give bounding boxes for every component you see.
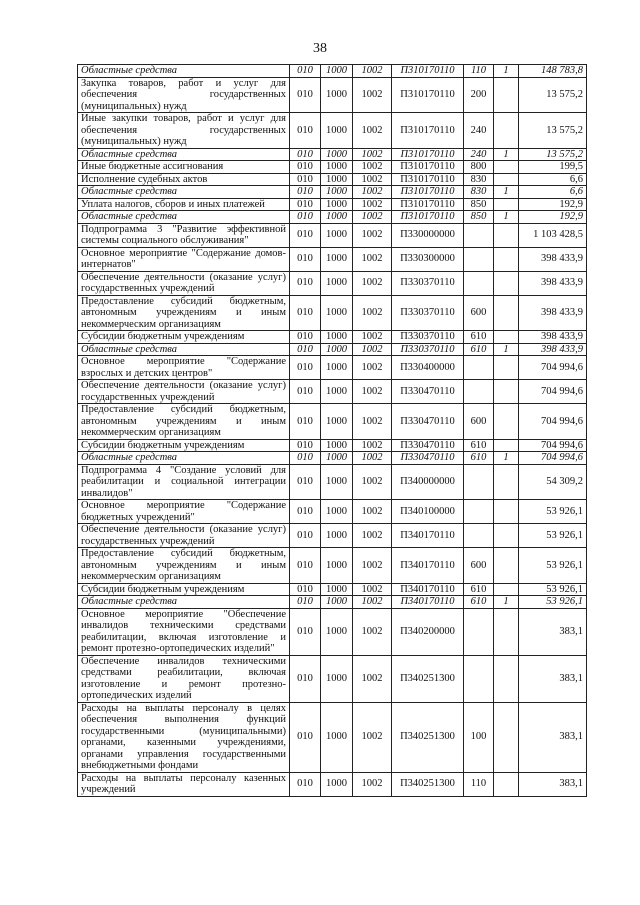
row-name: Уплата налогов, сборов и иных платежей: [78, 198, 290, 211]
row-code-target: П330470110: [392, 404, 464, 440]
row-code-funding: [494, 198, 519, 211]
row-code-funding: 1: [494, 65, 519, 78]
row-code-funding: [494, 524, 519, 548]
row-name: Основное мероприятие "Содержание взрослых и детских центров": [78, 356, 290, 380]
row-code-target: П330300000: [392, 247, 464, 271]
row-code-funding: [494, 295, 519, 331]
row-amount: 704 994,6: [519, 404, 587, 440]
budget-table: [77, 64, 587, 797]
row-code-target: П330470110: [392, 439, 464, 452]
page-number: 38: [313, 41, 327, 56]
row-code-expense-type: 830: [464, 186, 494, 199]
table-row: [78, 548, 587, 584]
row-code-expense-type: [464, 500, 494, 524]
row-name: Областные средства: [78, 211, 290, 224]
row-code-target: П340200000: [392, 608, 464, 655]
row-code-expense-type: 610: [464, 583, 494, 596]
table-row: [78, 343, 587, 356]
row-name: Обеспечение деятельности (оказание услуг) государственных учреждений: [78, 271, 290, 295]
row-amount: 398 433,9: [519, 271, 587, 295]
row-code-admin: 010: [290, 161, 321, 174]
row-code-admin: 010: [290, 464, 321, 500]
row-code-subsection: 1002: [353, 583, 392, 596]
row-code-expense-type: 240: [464, 148, 494, 161]
row-code-funding: [494, 655, 519, 702]
row-amount: 398 433,9: [519, 295, 587, 331]
row-code-target: П340170110: [392, 548, 464, 584]
row-code-section: 1000: [321, 186, 353, 199]
row-code-funding: [494, 583, 519, 596]
table-row: [78, 583, 587, 596]
row-code-expense-type: 600: [464, 295, 494, 331]
row-code-admin: 010: [290, 702, 321, 772]
row-code-expense-type: 110: [464, 65, 494, 78]
row-name: Областные средства: [78, 148, 290, 161]
table-row: [78, 500, 587, 524]
row-code-target: П330000000: [392, 223, 464, 247]
row-code-admin: 010: [290, 404, 321, 440]
row-amount: 148 783,8: [519, 65, 587, 78]
row-code-section: 1000: [321, 77, 353, 113]
row-code-funding: 1: [494, 596, 519, 609]
row-code-target: П310170110: [392, 77, 464, 113]
table-row: [78, 65, 587, 78]
row-code-expense-type: 600: [464, 404, 494, 440]
row-code-admin: 010: [290, 772, 321, 796]
row-code-section: 1000: [321, 439, 353, 452]
row-code-expense-type: 610: [464, 331, 494, 344]
row-code-section: 1000: [321, 524, 353, 548]
row-code-admin: 010: [290, 608, 321, 655]
row-amount: 398 433,9: [519, 247, 587, 271]
row-amount: 13 575,2: [519, 77, 587, 113]
row-amount: 54 309,2: [519, 464, 587, 500]
row-code-target: П310170110: [392, 65, 464, 78]
table-row: [78, 331, 587, 344]
row-amount: 53 926,1: [519, 548, 587, 584]
row-code-admin: 010: [290, 173, 321, 186]
row-code-expense-type: 610: [464, 343, 494, 356]
row-code-expense-type: 800: [464, 161, 494, 174]
table-row: [78, 596, 587, 609]
row-code-expense-type: 610: [464, 439, 494, 452]
row-code-funding: [494, 161, 519, 174]
table-row: [78, 186, 587, 199]
row-code-funding: 1: [494, 148, 519, 161]
row-code-funding: [494, 772, 519, 796]
row-code-subsection: 1002: [353, 65, 392, 78]
row-code-subsection: 1002: [353, 380, 392, 404]
row-code-expense-type: [464, 608, 494, 655]
row-code-subsection: 1002: [353, 295, 392, 331]
row-code-funding: [494, 173, 519, 186]
row-code-target: П310170110: [392, 148, 464, 161]
table-row: [78, 271, 587, 295]
row-code-admin: 010: [290, 186, 321, 199]
row-code-admin: 010: [290, 548, 321, 584]
row-code-section: 1000: [321, 161, 353, 174]
row-code-subsection: 1002: [353, 608, 392, 655]
row-code-section: 1000: [321, 548, 353, 584]
row-code-subsection: 1002: [353, 404, 392, 440]
row-name: Закупка товаров, работ и услуг для обеспечения государственных (муниципальных) нужд: [78, 77, 290, 113]
row-code-section: 1000: [321, 271, 353, 295]
row-amount: 6,6: [519, 173, 587, 186]
row-code-admin: 010: [290, 500, 321, 524]
table-row: [78, 161, 587, 174]
row-name: Основное мероприятие "Содержание бюджетных учреждений": [78, 500, 290, 524]
row-amount: 704 994,6: [519, 356, 587, 380]
row-name: Областные средства: [78, 186, 290, 199]
row-code-admin: 010: [290, 295, 321, 331]
row-code-target: П310170110: [392, 186, 464, 199]
row-code-target: П340170110: [392, 583, 464, 596]
row-code-funding: [494, 464, 519, 500]
table-row: [78, 452, 587, 465]
row-code-subsection: 1002: [353, 524, 392, 548]
row-code-section: 1000: [321, 452, 353, 465]
row-code-section: 1000: [321, 295, 353, 331]
row-code-subsection: 1002: [353, 223, 392, 247]
row-code-expense-type: 100: [464, 702, 494, 772]
row-amount: 383,1: [519, 608, 587, 655]
row-code-target: П310170110: [392, 211, 464, 224]
table-row: [78, 223, 587, 247]
row-code-target: П340170110: [392, 524, 464, 548]
row-code-section: 1000: [321, 343, 353, 356]
row-amount: 192,9: [519, 211, 587, 224]
row-code-subsection: 1002: [353, 655, 392, 702]
table-row: [78, 772, 587, 796]
row-name: Иные бюджетные ассигнования: [78, 161, 290, 174]
row-amount: 1 103 428,5: [519, 223, 587, 247]
row-code-section: 1000: [321, 380, 353, 404]
row-code-subsection: 1002: [353, 148, 392, 161]
table-row: [78, 198, 587, 211]
row-code-funding: [494, 113, 519, 149]
row-code-section: 1000: [321, 331, 353, 344]
row-name: Предоставление субсидий бюджетным, автономным учреждениям и иным некоммерческим организациям: [78, 548, 290, 584]
row-name: Иные закупки товаров, работ и услуг для обеспечения государственных (муниципальных) нужд: [78, 113, 290, 149]
row-code-expense-type: 200: [464, 77, 494, 113]
row-code-section: 1000: [321, 655, 353, 702]
row-code-subsection: 1002: [353, 452, 392, 465]
row-name: Предоставление субсидий бюджетным, автономным учреждениям и иным некоммерческим организациям: [78, 295, 290, 331]
row-code-admin: 010: [290, 211, 321, 224]
row-code-target: П310170110: [392, 198, 464, 211]
row-amount: 704 994,6: [519, 452, 587, 465]
row-code-target: П330370110: [392, 331, 464, 344]
row-amount: 383,1: [519, 702, 587, 772]
row-code-target: П330370110: [392, 295, 464, 331]
row-amount: 6,6: [519, 186, 587, 199]
row-amount: 199,5: [519, 161, 587, 174]
row-name: Подпрограмма 4 "Создание условий для реабилитации и социальной интеграции инвалидов": [78, 464, 290, 500]
row-amount: 53 926,1: [519, 583, 587, 596]
row-name: Обеспечение деятельности (оказание услуг) государственных учреждений: [78, 380, 290, 404]
row-code-funding: [494, 439, 519, 452]
row-name: Обеспечение инвалидов техническими средствами реабилитации, включая изготовление и ремонт протезно-ортопедических изделий: [78, 655, 290, 702]
row-code-funding: [494, 500, 519, 524]
row-code-admin: 010: [290, 148, 321, 161]
row-code-expense-type: [464, 223, 494, 247]
row-code-target: П340251300: [392, 702, 464, 772]
row-code-admin: 010: [290, 65, 321, 78]
row-code-section: 1000: [321, 247, 353, 271]
row-code-section: 1000: [321, 702, 353, 772]
row-code-admin: 010: [290, 583, 321, 596]
row-code-admin: 010: [290, 331, 321, 344]
row-name: Расходы на выплаты персоналу в целях обеспечения выполнения функций государственными (муниципальными) органами, казенными учреждениями, органами управления государственными внебюджетными фондами: [78, 702, 290, 772]
row-code-expense-type: [464, 655, 494, 702]
row-code-expense-type: 850: [464, 211, 494, 224]
table-body: [78, 65, 587, 797]
table-row: [78, 524, 587, 548]
row-code-subsection: 1002: [353, 173, 392, 186]
row-code-target: П340251300: [392, 772, 464, 796]
table-row: [78, 404, 587, 440]
row-code-subsection: 1002: [353, 772, 392, 796]
row-name: Областные средства: [78, 596, 290, 609]
table-row: [78, 247, 587, 271]
row-code-admin: 010: [290, 380, 321, 404]
row-code-section: 1000: [321, 198, 353, 211]
row-code-target: П340000000: [392, 464, 464, 500]
row-name: Субсидии бюджетным учреждениям: [78, 583, 290, 596]
row-code-funding: 1: [494, 452, 519, 465]
table-row: [78, 77, 587, 113]
row-code-section: 1000: [321, 148, 353, 161]
row-code-expense-type: 610: [464, 596, 494, 609]
row-name: Основное мероприятие "Обеспечение инвалидов техническими средствами реабилитации, включая изготовление и ремонт протезно-ортопедических изделий": [78, 608, 290, 655]
row-amount: 13 575,2: [519, 113, 587, 149]
row-code-expense-type: 240: [464, 113, 494, 149]
row-amount: 383,1: [519, 772, 587, 796]
table-row: [78, 702, 587, 772]
row-name: Основное мероприятие "Содержание домов-интернатов": [78, 247, 290, 271]
row-amount: 398 433,9: [519, 343, 587, 356]
row-amount: 398 433,9: [519, 331, 587, 344]
row-code-funding: [494, 702, 519, 772]
row-code-admin: 010: [290, 223, 321, 247]
table-row: [78, 173, 587, 186]
row-name: Областные средства: [78, 343, 290, 356]
row-code-expense-type: 610: [464, 452, 494, 465]
row-code-subsection: 1002: [353, 464, 392, 500]
row-code-section: 1000: [321, 65, 353, 78]
row-name: Субсидии бюджетным учреждениям: [78, 439, 290, 452]
row-code-funding: [494, 223, 519, 247]
row-code-expense-type: [464, 356, 494, 380]
row-code-subsection: 1002: [353, 500, 392, 524]
row-code-admin: 010: [290, 356, 321, 380]
row-code-expense-type: 110: [464, 772, 494, 796]
row-code-admin: 010: [290, 596, 321, 609]
row-code-section: 1000: [321, 173, 353, 186]
row-code-section: 1000: [321, 223, 353, 247]
row-code-subsection: 1002: [353, 211, 392, 224]
row-code-expense-type: [464, 247, 494, 271]
row-code-funding: [494, 271, 519, 295]
table-row: [78, 655, 587, 702]
row-code-target: П330470110: [392, 380, 464, 404]
row-code-target: П330370110: [392, 343, 464, 356]
row-name: Субсидии бюджетным учреждениям: [78, 331, 290, 344]
row-code-section: 1000: [321, 608, 353, 655]
table-row: [78, 211, 587, 224]
row-code-funding: [494, 247, 519, 271]
row-amount: 383,1: [519, 655, 587, 702]
row-code-expense-type: [464, 380, 494, 404]
row-code-funding: 1: [494, 211, 519, 224]
row-code-funding: [494, 548, 519, 584]
row-code-subsection: 1002: [353, 548, 392, 584]
row-code-target: П330400000: [392, 356, 464, 380]
row-code-subsection: 1002: [353, 186, 392, 199]
row-name: Исполнение судебных актов: [78, 173, 290, 186]
row-code-funding: 1: [494, 343, 519, 356]
row-code-admin: 010: [290, 113, 321, 149]
row-code-admin: 010: [290, 655, 321, 702]
row-code-admin: 010: [290, 247, 321, 271]
row-code-funding: [494, 380, 519, 404]
row-code-subsection: 1002: [353, 331, 392, 344]
row-code-funding: [494, 77, 519, 113]
row-code-expense-type: [464, 464, 494, 500]
row-code-section: 1000: [321, 404, 353, 440]
row-code-subsection: 1002: [353, 77, 392, 113]
row-amount: 13 575,2: [519, 148, 587, 161]
row-code-subsection: 1002: [353, 247, 392, 271]
row-code-target: П310170110: [392, 161, 464, 174]
row-code-admin: 010: [290, 198, 321, 211]
row-code-target: П310170110: [392, 173, 464, 186]
table-row: [78, 608, 587, 655]
row-code-expense-type: 850: [464, 198, 494, 211]
row-code-subsection: 1002: [353, 198, 392, 211]
row-name: Расходы на выплаты персоналу казенных учреждений: [78, 772, 290, 796]
row-code-admin: 010: [290, 524, 321, 548]
row-code-funding: [494, 608, 519, 655]
row-code-subsection: 1002: [353, 356, 392, 380]
row-code-section: 1000: [321, 464, 353, 500]
row-code-funding: [494, 404, 519, 440]
row-amount: 192,9: [519, 198, 587, 211]
row-code-admin: 010: [290, 77, 321, 113]
row-code-section: 1000: [321, 772, 353, 796]
row-code-admin: 010: [290, 271, 321, 295]
row-code-admin: 010: [290, 452, 321, 465]
row-code-subsection: 1002: [353, 439, 392, 452]
row-code-expense-type: [464, 524, 494, 548]
row-code-funding: [494, 331, 519, 344]
row-code-section: 1000: [321, 356, 353, 380]
row-amount: 704 994,6: [519, 439, 587, 452]
row-code-expense-type: 600: [464, 548, 494, 584]
row-name: Обеспечение деятельности (оказание услуг) государственных учреждений: [78, 524, 290, 548]
table-row: [78, 113, 587, 149]
table-row: [78, 295, 587, 331]
row-code-subsection: 1002: [353, 271, 392, 295]
row-name: Областные средства: [78, 452, 290, 465]
row-name: Подпрограмма 3 "Развитие эффективной системы социального обслуживания": [78, 223, 290, 247]
row-code-section: 1000: [321, 583, 353, 596]
row-code-target: П340251300: [392, 655, 464, 702]
row-code-section: 1000: [321, 211, 353, 224]
row-name: Предоставление субсидий бюджетным, автономным учреждениям и иным некоммерческим организациям: [78, 404, 290, 440]
row-code-subsection: 1002: [353, 343, 392, 356]
table-row: [78, 464, 587, 500]
table-row: [78, 148, 587, 161]
row-code-target: П340100000: [392, 500, 464, 524]
row-code-section: 1000: [321, 113, 353, 149]
row-code-expense-type: 830: [464, 173, 494, 186]
row-code-subsection: 1002: [353, 596, 392, 609]
row-code-section: 1000: [321, 596, 353, 609]
row-amount: 53 926,1: [519, 500, 587, 524]
table-row: [78, 380, 587, 404]
row-amount: 53 926,1: [519, 596, 587, 609]
row-code-subsection: 1002: [353, 702, 392, 772]
row-code-target: П330370110: [392, 271, 464, 295]
row-amount: 704 994,6: [519, 380, 587, 404]
row-name: Областные средства: [78, 65, 290, 78]
table-row: [78, 356, 587, 380]
row-code-admin: 010: [290, 439, 321, 452]
row-code-funding: [494, 356, 519, 380]
row-code-funding: 1: [494, 186, 519, 199]
row-amount: 53 926,1: [519, 524, 587, 548]
row-code-target: П330470110: [392, 452, 464, 465]
row-code-target: П310170110: [392, 113, 464, 149]
row-code-subsection: 1002: [353, 161, 392, 174]
row-code-subsection: 1002: [353, 113, 392, 149]
row-code-expense-type: [464, 271, 494, 295]
row-code-admin: 010: [290, 343, 321, 356]
row-code-target: П340170110: [392, 596, 464, 609]
row-code-section: 1000: [321, 500, 353, 524]
table-row: [78, 439, 587, 452]
